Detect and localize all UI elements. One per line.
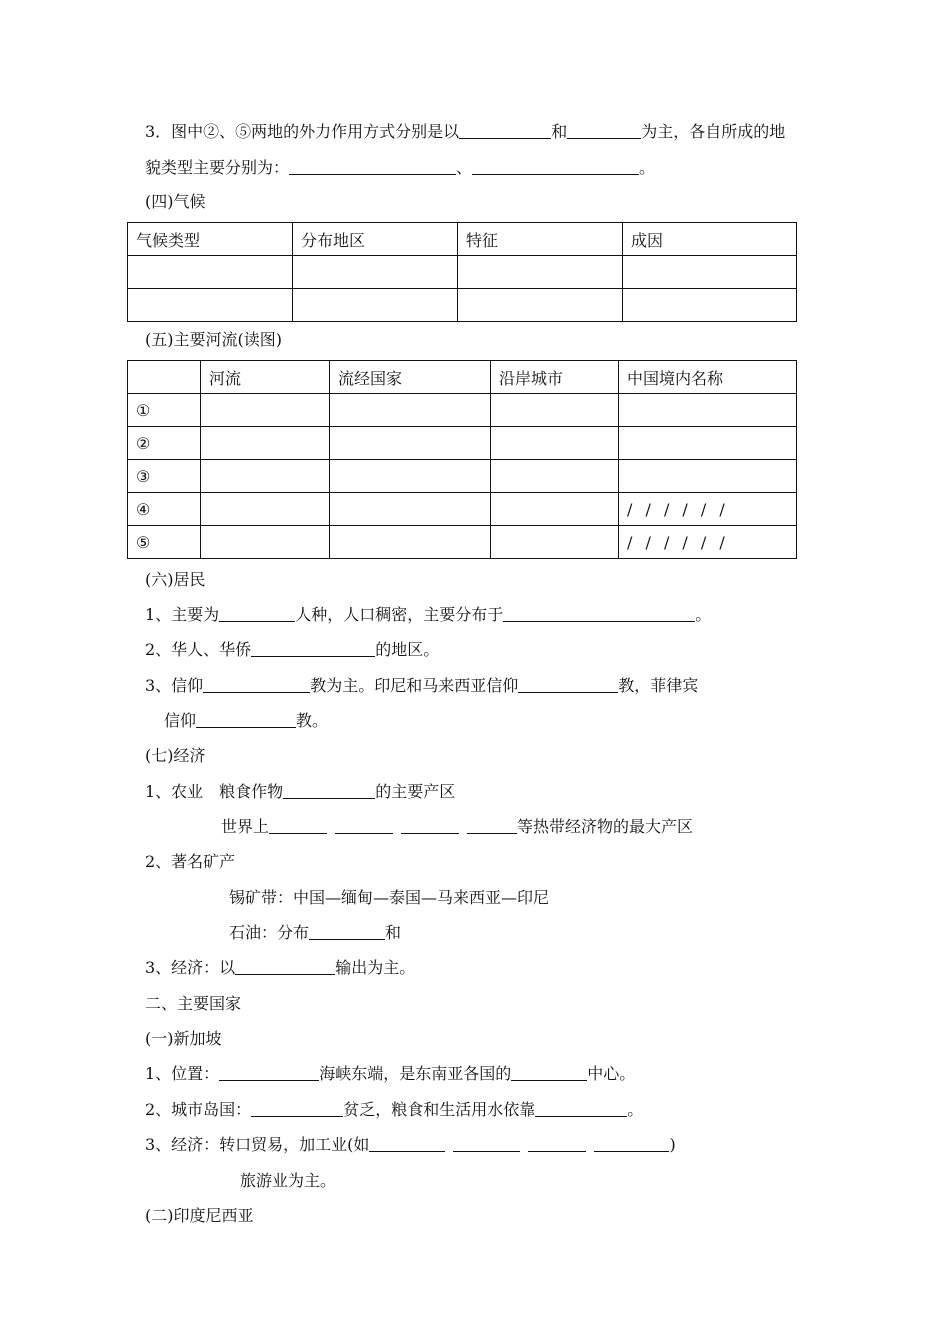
answer-blank[interactable] bbox=[196, 711, 296, 728]
answer-blank[interactable] bbox=[335, 817, 393, 834]
singapore-q2 bbox=[145, 1100, 643, 1120]
answer-cell[interactable] bbox=[619, 460, 797, 493]
text: 1、农业 粮食作物 bbox=[145, 782, 284, 801]
answer-cell[interactable] bbox=[201, 493, 330, 526]
singapore-q3-cont: 旅游业为主。 bbox=[240, 1171, 337, 1190]
text: 石油：分布 bbox=[229, 923, 310, 942]
answer-cell[interactable] bbox=[330, 394, 491, 427]
q3-period: 。 bbox=[639, 158, 656, 177]
residents-q3 bbox=[145, 676, 698, 696]
answer-cell[interactable] bbox=[201, 427, 330, 460]
text: 等热带经济物的最大产区 bbox=[517, 817, 694, 836]
answer-cell[interactable] bbox=[293, 256, 458, 289]
text: 1、主要为 bbox=[145, 605, 220, 624]
rivers-table bbox=[127, 360, 797, 559]
answer-cell[interactable] bbox=[330, 526, 491, 559]
text: 2、华人、华侨 bbox=[145, 640, 252, 659]
header-cell: 成因 bbox=[623, 223, 797, 256]
row-label: ⑤ bbox=[128, 526, 201, 559]
answer-cell[interactable] bbox=[201, 526, 330, 559]
text: 的主要产区 bbox=[375, 782, 456, 801]
answer-blank[interactable] bbox=[283, 782, 375, 799]
answer-blank[interactable] bbox=[472, 158, 639, 175]
table-row bbox=[128, 493, 797, 526]
text: 3、信仰 bbox=[145, 676, 204, 695]
answer-blank[interactable] bbox=[219, 605, 295, 622]
text: 1、位置： bbox=[145, 1064, 220, 1083]
text: 世界上 bbox=[221, 817, 270, 836]
answer-blank[interactable] bbox=[369, 1135, 445, 1152]
row-label: ③ bbox=[128, 460, 201, 493]
text: 。 bbox=[695, 605, 712, 624]
answer-blank[interactable] bbox=[567, 122, 641, 139]
answer-blank[interactable] bbox=[511, 1064, 587, 1081]
text: ) bbox=[669, 1135, 676, 1154]
text: 教。 bbox=[296, 711, 329, 730]
answer-blank[interactable] bbox=[251, 1100, 343, 1117]
section-residents-title: (六)居民 bbox=[145, 570, 206, 589]
singapore-q1 bbox=[145, 1064, 635, 1084]
text: 贫乏，粮食和生活用水依靠 bbox=[343, 1100, 536, 1119]
part2-title: 二、主要国家 bbox=[145, 994, 242, 1013]
answer-cell[interactable] bbox=[491, 493, 619, 526]
q3-text-a: 3．图中②、⑤两地的外力作用方式分别是以 bbox=[145, 122, 460, 141]
answer-cell[interactable] bbox=[458, 289, 623, 322]
answer-blank[interactable] bbox=[594, 1135, 669, 1152]
answer-blank[interactable] bbox=[309, 923, 385, 940]
section-climate-title: (四)气候 bbox=[145, 192, 206, 211]
answer-cell[interactable] bbox=[330, 427, 491, 460]
answer-cell[interactable] bbox=[128, 289, 293, 322]
answer-blank[interactable] bbox=[503, 605, 695, 622]
answer-blank[interactable] bbox=[518, 676, 618, 693]
text: 海峡东端，是东南亚各国的 bbox=[319, 1064, 512, 1083]
not-applicable-cell: / / / / / / bbox=[619, 493, 797, 526]
answer-cell[interactable] bbox=[619, 427, 797, 460]
header-cell: 河流 bbox=[201, 361, 330, 394]
text: 3、经济：以 bbox=[145, 958, 236, 977]
q3-text-b: 为主，各自所成的地 bbox=[641, 122, 786, 141]
answer-cell[interactable] bbox=[491, 460, 619, 493]
q3-line1 bbox=[145, 122, 785, 142]
section-economy-title: (七)经济 bbox=[145, 746, 206, 765]
answer-cell[interactable] bbox=[330, 460, 491, 493]
answer-cell[interactable] bbox=[623, 256, 797, 289]
text: 和 bbox=[385, 923, 402, 942]
q3-line2 bbox=[145, 158, 655, 178]
q3-text-and: 和 bbox=[551, 122, 568, 141]
table-row bbox=[128, 256, 797, 289]
q3-sep: 、 bbox=[456, 158, 473, 177]
indonesia-title: (二)印度尼西亚 bbox=[145, 1206, 254, 1225]
q3-text-c: 貌类型主要分别为： bbox=[145, 158, 290, 177]
answer-cell[interactable] bbox=[330, 493, 491, 526]
answer-blank[interactable] bbox=[251, 640, 375, 657]
table-row bbox=[128, 427, 797, 460]
text: 。 bbox=[627, 1100, 644, 1119]
answer-cell[interactable] bbox=[491, 526, 619, 559]
tin-belt: 锡矿带：中国—缅甸—泰国—马来西亚—印尼 bbox=[229, 888, 550, 907]
residents-q1 bbox=[145, 605, 711, 625]
answer-cell[interactable] bbox=[491, 427, 619, 460]
row-label: ① bbox=[128, 394, 201, 427]
answer-blank[interactable] bbox=[459, 122, 551, 139]
text: 人种，人口稠密，主要分布于 bbox=[295, 605, 504, 624]
economy-q1 bbox=[145, 782, 455, 802]
answer-cell[interactable] bbox=[201, 394, 330, 427]
economy-q1-cont bbox=[221, 817, 693, 837]
answer-blank[interactable] bbox=[528, 1135, 586, 1152]
header-cell: 中国境内名称 bbox=[619, 361, 797, 394]
row-label: ④ bbox=[128, 493, 201, 526]
answer-blank[interactable] bbox=[235, 958, 335, 975]
text: 教为主。印尼和马来西亚信仰 bbox=[310, 676, 519, 695]
text: 中心。 bbox=[587, 1064, 636, 1083]
section-rivers-title: (五)主要河流(读图) bbox=[145, 330, 282, 349]
header-cell: 分布地区 bbox=[293, 223, 458, 256]
answer-cell[interactable] bbox=[619, 394, 797, 427]
oil-line bbox=[229, 923, 401, 943]
answer-blank[interactable] bbox=[219, 1064, 319, 1081]
header-cell: 流经国家 bbox=[330, 361, 491, 394]
header-cell: 气候类型 bbox=[128, 223, 293, 256]
singapore-title: (一)新加坡 bbox=[145, 1029, 222, 1048]
answer-blank[interactable] bbox=[203, 676, 310, 693]
text: 信仰 bbox=[164, 711, 197, 730]
text: 3、经济：转口贸易，加工业(如 bbox=[145, 1135, 370, 1154]
answer-blank[interactable] bbox=[269, 817, 327, 834]
table-row bbox=[128, 526, 797, 559]
header-cell: 沿岸城市 bbox=[491, 361, 619, 394]
text: 输出为主。 bbox=[335, 958, 416, 977]
answer-blank[interactable] bbox=[535, 1100, 627, 1117]
answer-blank[interactable] bbox=[401, 817, 459, 834]
text: 教，菲律宾 bbox=[618, 676, 699, 695]
economy-q2: 2、著名矿产 bbox=[145, 852, 236, 871]
answer-cell[interactable] bbox=[128, 256, 293, 289]
table-row bbox=[128, 460, 797, 493]
residents-q2 bbox=[145, 640, 439, 660]
answer-cell[interactable] bbox=[623, 289, 797, 322]
text: 2、城市岛国： bbox=[145, 1100, 252, 1119]
answer-blank[interactable] bbox=[289, 158, 456, 175]
singapore-q3 bbox=[145, 1135, 676, 1155]
not-applicable-cell: / / / / / / bbox=[619, 526, 797, 559]
answer-cell[interactable] bbox=[293, 289, 458, 322]
table-row bbox=[128, 289, 797, 322]
header-cell: 特征 bbox=[458, 223, 623, 256]
answer-blank[interactable] bbox=[467, 817, 517, 834]
residents-q3-cont bbox=[164, 711, 328, 731]
row-label: ② bbox=[128, 427, 201, 460]
header-cell bbox=[128, 361, 201, 394]
answer-cell[interactable] bbox=[491, 394, 619, 427]
text: 的地区。 bbox=[375, 640, 440, 659]
table-header-row bbox=[128, 361, 797, 394]
economy-q3 bbox=[145, 958, 415, 978]
table-row bbox=[128, 394, 797, 427]
answer-blank[interactable] bbox=[453, 1135, 520, 1152]
answer-cell[interactable] bbox=[458, 256, 623, 289]
table-header-row bbox=[128, 223, 797, 256]
answer-cell[interactable] bbox=[201, 460, 330, 493]
climate-table bbox=[127, 222, 797, 322]
